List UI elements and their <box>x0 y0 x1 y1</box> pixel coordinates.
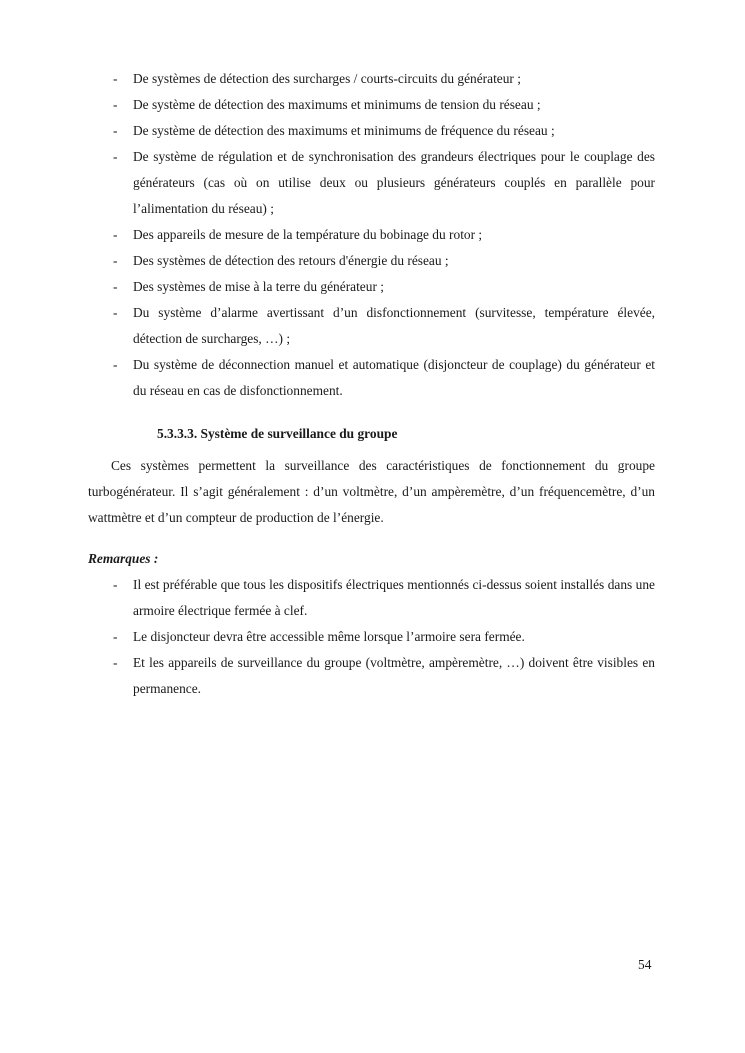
list-item-text: Il est préférable que tous les dispositifs électriques mentionnés ci-dessus soient installés dans une armoire électrique fermée à clef. <box>133 577 655 618</box>
page-number: 54 <box>638 957 652 972</box>
list-item <box>0 248 655 274</box>
list-item-text: Du système d’alarme avertissant d’un disfonctionnement (survitesse, température élevée, détection de surcharges, …) ; <box>133 305 655 346</box>
list-item-text: De systèmes de détection des surcharges / courts-circuits du générateur ; <box>133 71 521 86</box>
list-item <box>0 92 655 118</box>
list-item <box>0 352 655 404</box>
list-item <box>0 144 655 222</box>
list-item-text: Des systèmes de mise à la terre du générateur ; <box>133 279 384 294</box>
bullet-dash: - <box>113 227 118 242</box>
remarks-list <box>0 572 745 702</box>
bullet-dash: - <box>113 629 118 644</box>
bullet-dash: - <box>113 305 118 320</box>
list-item-text: De système de détection des maximums et minimums de tension du réseau ; <box>133 97 541 112</box>
bullet-dash: - <box>113 279 118 294</box>
equipment-list <box>0 66 745 404</box>
bullet-dash: - <box>113 577 118 592</box>
section-paragraph: Ces systèmes permettent la surveillance des caractéristiques de fonctionnement du groupe turbogénérateur. Il s’agit généralement : d’un voltmètre, d’un ampèremètre, d’un fréquencemètre, d’un wattmètre et d’un compteur de production de l’énergie. <box>88 458 655 525</box>
bullet-dash: - <box>113 71 118 86</box>
list-item-text: Des systèmes de détection des retours d'énergie du réseau ; <box>133 253 449 268</box>
bullet-dash: - <box>113 97 118 112</box>
list-item <box>0 118 655 144</box>
list-item-text: De système de régulation et de synchronisation des grandeurs électriques pour le couplage des générateurs (cas où on utilise deux ou plusieurs générateurs couplés en parallèle pour l’alimentation du réseau) ; <box>133 149 655 216</box>
list-item-text: Du système de déconnection manuel et automatique (disjoncteur de couplage) du générateur et du réseau en cas de disfonctionnement. <box>133 357 655 398</box>
list-item-text: Le disjoncteur devra être accessible même lorsque l’armoire sera fermée. <box>133 629 525 644</box>
list-item-text: Et les appareils de surveillance du groupe (voltmètre, ampèremètre, …) doivent être visibles en permanence. <box>133 655 655 696</box>
section-heading: 5.3.3.3. Système de surveillance du groupe <box>157 426 398 441</box>
list-item-text: De système de détection des maximums et minimums de fréquence du réseau ; <box>133 123 555 138</box>
list-item <box>0 66 655 92</box>
bullet-dash: - <box>113 253 118 268</box>
list-item <box>0 650 655 702</box>
list-item-text: Des appareils de mesure de la température du bobinage du rotor ; <box>133 227 483 242</box>
list-item <box>0 274 655 300</box>
bullet-dash: - <box>113 123 118 138</box>
bullet-dash: - <box>113 655 118 670</box>
bullet-dash: - <box>113 149 118 164</box>
remarks-title: Remarques : <box>88 551 159 566</box>
list-item <box>0 572 655 624</box>
list-item <box>0 222 655 248</box>
list-item <box>0 624 655 650</box>
list-item <box>0 300 655 352</box>
bullet-dash: - <box>113 357 118 372</box>
